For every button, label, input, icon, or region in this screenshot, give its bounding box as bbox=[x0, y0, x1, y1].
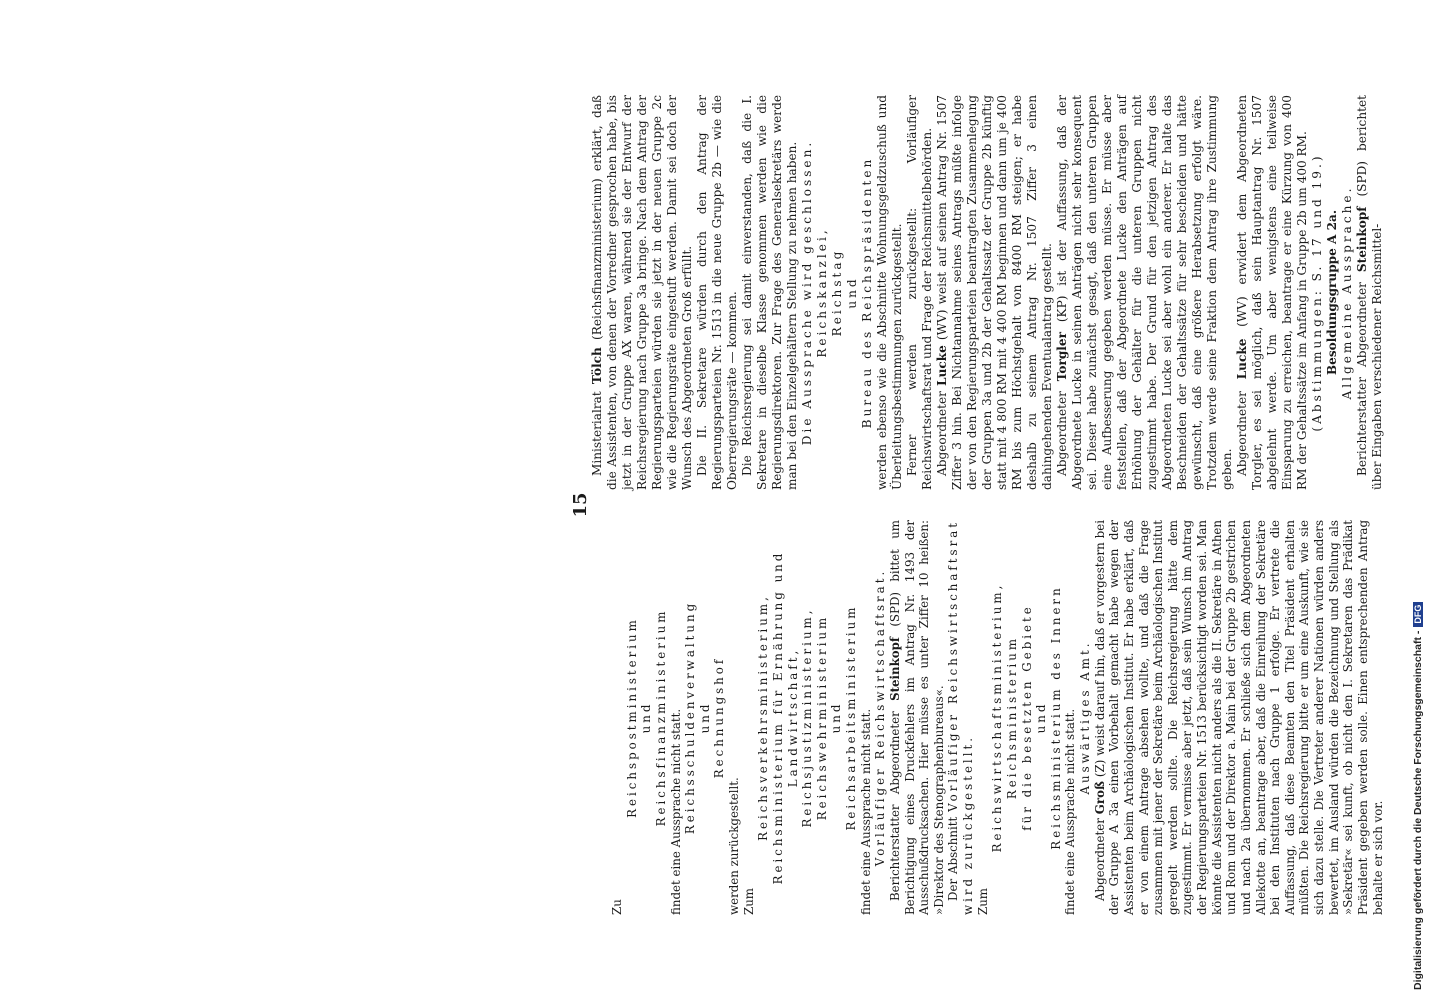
paragraph bbox=[1235, 95, 1310, 490]
section-title: für die besetzten Gebiete bbox=[1019, 604, 1034, 831]
text-line: Zum bbox=[741, 888, 756, 915]
text-line: findet eine Aussprache nicht statt. bbox=[668, 708, 683, 915]
paragraph bbox=[946, 520, 975, 915]
paragraph bbox=[590, 95, 695, 490]
credit-text: Digitalisierung gefördert durch die Deutsche Forschungsgemeinschaft - bbox=[1412, 630, 1424, 990]
section-title: Reichsministerium für Ernährung und bbox=[770, 550, 785, 885]
section-title: und bbox=[1034, 701, 1049, 734]
speaker-name: Groß bbox=[1092, 781, 1107, 815]
text-line: werden ebenso wie die Abschnitte Wohnungsgeldzuschuß und Überleitungsbestimmungen zurückgestellt. bbox=[875, 95, 904, 490]
paragraph-text: Berichterstatter Abgeordneter bbox=[1355, 272, 1369, 476]
section-title: und bbox=[829, 701, 844, 734]
paragraph-text: Ministerialrat bbox=[590, 384, 604, 476]
speaker-name: Lucke bbox=[1235, 338, 1249, 380]
section-title: Reichstag bbox=[830, 248, 844, 337]
paragraph-text: (WV) weist auf seinen Antrag Nr. 1507 Ziffer 3 hin. Bei Nichtannahme seines Antrags müßte infolge der von den Regierungsparteien beantragten Zusammenlegung der Gruppen 3a und 2b der Gehaltssatz der Gruppe 2b künftig statt mit 4 800 RM mit 4 400 RM beginnen und dann um je 400 RM bis zum Höchstgehalt von 8400 RM steigen; er habe deshalb zu seinem Antrag Nr. 1507 Ziffer 3 einen dahingehenden Eventualantrag gestellt. bbox=[935, 95, 1054, 490]
dfg-logo: DFG bbox=[1413, 602, 1423, 627]
paragraph-text: Abgeordneter bbox=[1235, 379, 1249, 476]
paragraph bbox=[905, 95, 935, 490]
speaker-name: Lucke bbox=[935, 345, 949, 386]
paragraph-text: Die Reichsregierung sei damit einverstanden, daß die I. Sekretare in dieselbe Klasse genommen werden wie die Regierungsdirektoren. Zur Frage des Generalsekretärs werde man bei den Einzelgehältern Stellung zu nehmen haben. bbox=[740, 95, 799, 490]
section-title: Die Aussprache wird geschlossen. bbox=[800, 139, 814, 446]
text-line: Zu bbox=[610, 899, 624, 915]
paragraph bbox=[935, 95, 1055, 490]
paragraph-text: Ferner werden zurückgestellt: Vorläufiger Reichswirtschaftsrat und Frage der Reichsmittelbehörden. bbox=[905, 95, 934, 490]
section-title: Allgemeine Aussprache. bbox=[1340, 185, 1354, 400]
paragraph bbox=[888, 520, 947, 915]
section-title: Reichsfinanzministerium bbox=[653, 608, 668, 827]
section-title: Reichskanzlei, bbox=[815, 227, 829, 358]
left-column bbox=[610, 520, 1385, 915]
text-line: Zum bbox=[975, 888, 990, 915]
digitization-credit bbox=[1412, 10, 1426, 990]
paragraph-text: Die II. Sekretare würden durch den Antrag der Regierungsparteien Nr. 1513 in die neue Gruppe 2b — wie die Oberregierungsräte — kommen. bbox=[695, 95, 739, 490]
paragraph-text: Abgeordneter bbox=[935, 385, 949, 476]
paragraph-text: (SPD) berichtet über Eingaben verschiedener Reichsmittel- bbox=[1355, 95, 1384, 490]
section-title: Reichswirtschaftsministerium, bbox=[990, 582, 1005, 853]
page-number: 15 bbox=[570, 492, 591, 518]
speaker-name: Steinkopf bbox=[1355, 206, 1369, 273]
paragraph-text: (WV) erwidert dem Abgeordneten Torgler, es sei möglich, daß sein Hauptantrag Nr. 1507 abgelehnt werde. Um aber wenigstens eine teilweise Einsparung zu erreichen, beantrage er eine Kürzung von 400 RM der Gehaltssätze im Anfang in Gruppe 2b um 400 RM. bbox=[1235, 95, 1309, 490]
section-title: Reichspostministerium bbox=[624, 617, 639, 818]
page-content bbox=[90, 95, 1385, 915]
section-title: Reichswehrministerium bbox=[814, 614, 829, 821]
section-title: (Abstimmungen: S. 17 und 19.) bbox=[1310, 153, 1324, 432]
section-title: Landwirtschaft, bbox=[785, 647, 800, 788]
paragraph-text: (Z) weist darauf hin, daß er vorgestern bei der Gruppe A 3a einen Vorbehalt gemacht habe wegen der Assistenten beim Archäologischen Institut. Er habe erklärt, daß er von einem Antrage absehen wollte, und daß die Frage zusammen mit jener der Sekretäre beim Archäologischen Institut geregelt werden sollte. Die Reichsregierung hätte dem zugestimmt. Er vermisse aber jetzt, daß sein Wunsch im Antrag der Regierungsparteien Nr. 1513 berücksichtigt worden sei. Man könnte die Assistenten nicht anders als die II. Sekretäre in Athen und Rom und der Direktor a. Main bei der Gruppe 2b gestrichen und nach 2a übernommen. Er schließe sich dem Abgeordneten Allekotte an, beantrage aber, daß die Einreihung der Sekretäre bei den Instituten nach Gruppe 1 erfolge. Er vertrete die Auffassung, daß diese Beamten den Titel Präsident erhalten müßten. Die Reichsregierung bitte er um eine Auskunft, wie sie sich dazu stelle. Die Vertreter anderer Nationen würden anders bewertet, im Ausland würden die Bezeichnung und Stellung als »Sekretär« sei kunft, ob nicht den I. Sekretaren das Prädikat Präsident gegeben werden solle. Einen entsprechenden Antrag behalte er sich vor. bbox=[1092, 520, 1385, 915]
paragraph-text: Berichterstatter Abgeordneter bbox=[887, 700, 902, 901]
section-title: Bureau des Reichspräsidenten bbox=[860, 156, 874, 429]
paragraph bbox=[1055, 95, 1235, 490]
speaker-name: Tölch bbox=[590, 347, 604, 385]
section-title: Auswärtiges Amt. bbox=[1078, 640, 1092, 795]
right-column bbox=[590, 95, 1385, 490]
section-title: Reichsjustizministerium, bbox=[800, 607, 815, 828]
section-title: und bbox=[845, 276, 859, 309]
section-title: und bbox=[697, 701, 712, 734]
paragraph-text: (Reichsfinanzministerium) erklärt, daß die Assistenten, von denen der Vorredner gesprochen habe, bis jetzt in der Gruppe AX waren, während sie der Entwurf der Reichsregierung nach Gruppe 3a bringe. Nach dem Antrag der Regierungsparteien würden sie jetzt in der neuen Gruppe 2c wie die Regierungsräte eingestuft werden. Damit sei doch der Wunsch des Abgeordneten Groß erfüllt. bbox=[590, 95, 694, 490]
section-title: und bbox=[639, 701, 654, 734]
paragraph bbox=[740, 95, 800, 490]
section-title: Reichsverkehrsministerium, bbox=[756, 594, 771, 841]
paragraph-text: Der Abschnitt bbox=[946, 811, 961, 901]
paragraph bbox=[1355, 95, 1385, 490]
paragraph-text: (SPD) bittet um Berichtigung eines Druckfehlers im Antrag Nr. 1493 der Ausschußdrucksachen. Hier müsse es unter Ziffer 10 heißen: »Direktor des Stenographenbureaus«. bbox=[887, 520, 946, 915]
paragraph-text: Abgeordneter bbox=[1055, 381, 1069, 476]
section-title: Reichsarbeitsministerium bbox=[844, 604, 858, 831]
speaker-name: Torgler bbox=[1055, 332, 1069, 382]
group-heading: Besoldungsgruppe A 2a. bbox=[1325, 209, 1339, 376]
paragraph-text: Abgeordneter bbox=[1092, 814, 1107, 901]
paragraph bbox=[1093, 520, 1386, 915]
section-title: Rechnungshof bbox=[712, 656, 727, 779]
speaker-name: Steinkopf bbox=[887, 637, 902, 701]
spaced-text: Vorläufiger Reichswirtschaftsrat wird zurückgestellt. bbox=[946, 519, 975, 915]
paragraph bbox=[695, 95, 740, 490]
section-title: Vorläufiger Reichswirtschaftsrat. bbox=[873, 568, 888, 867]
section-title: Reichsministerium bbox=[1004, 635, 1019, 800]
section-title: Reichsministerium des Innern bbox=[1048, 585, 1063, 850]
text-line: findet eine Aussprache nicht statt. bbox=[858, 708, 873, 915]
text-line: findet eine Aussprache nicht statt. bbox=[1063, 708, 1078, 915]
section-title: Reichsschuldenverwaltung bbox=[683, 600, 698, 835]
text-line: werden zurückgestellt. bbox=[727, 777, 741, 915]
paragraph-text: (KP) ist der Auffassung, daß der Abgeordnete Lucke in seinen Anträgen nicht sehr konsequent sei. Dieser habe zunächst gesagt, daß den unteren Gruppen eine Aufbesserung gegeben werden müsse. Er müsse aber feststellen, daß der Abgeordnete Lucke den Anträgen auf Erhöhung der Gehälter für die unteren Gruppen nicht zugestimmt habe. Der Grund für den jetzigen Antrag des Abgeordneten Lucke sei aber wohl ein anderer. Er halte das Beschneiden der Gehaltssätze für sehr bescheiden und hätte gewünscht, daß eine größere Herabsetzung erfolgt wäre. Trotzdem werde seine Fraktion dem Antrag ihre Zustimmung geben. bbox=[1055, 95, 1234, 490]
